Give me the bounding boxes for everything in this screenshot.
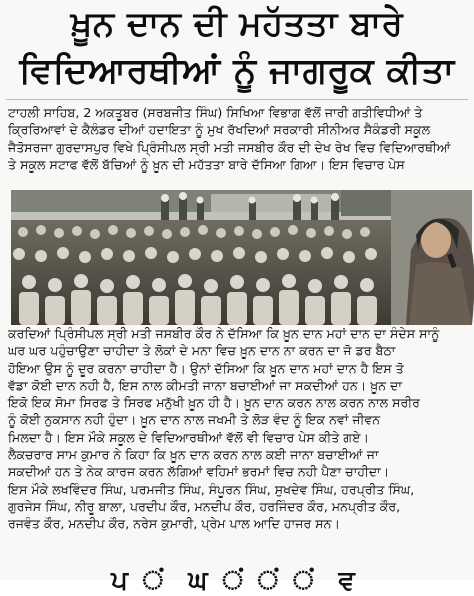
paragraph-line: ਘਰ ਘਰ ਪਹੁੰਚਾਉਣਾ ਚਾਹੀਦਾ ਤੇ ਲੋਕਾਂ ਦੇ ਮਨਾ ਵਿਚ ਖ਼ੂਨ ਦਾਨ ਨਾ ਕਰਨ ਦਾ ਜੋ ਡਰ ਬੈਠਾ (8, 343, 396, 359)
paragraph-line: ਇਕੋ ਇਕ ਸੋਮਾ ਸਿਰਫ ਤੇ ਸਿਰਫ ਮਨੁੱਖੀ ਖ਼ੂਨ ਹੀ ਹੈ। ਖ਼ੂਨ ਦਾਨ ਕਰਨ ਨਾਲ ਕਰਨ ਨਾਲ ਸਰੀਰ (8, 395, 420, 411)
paragraph-line: ਇਸ ਮੌਕੇ ਲਖਵਿੰਦਰ ਸਿੰਘ, ਪਰਮਜੀਤ ਸਿੰਘ, ਸੰਪੂਰਨ ਸਿੰਘ, ਸੁਖਦੇਵ ਸਿੰਘ, ਹਰਪ੍ਰੀਤ ਸਿੰਘ, (8, 481, 415, 497)
next-article-headline-cut: ਪ ਂ ਘ ਂ ਂ ਂ ਵ (111, 566, 363, 596)
paragraph-line: ਸਕਦੀਆਂ ਹਨ ਤੇ ਨੇਕ ਕਾਰਜ ਕਰਨ ਲੱਗਿਆਂ ਵਹਿਮਾਂ ਭਰਮਾਂ ਵਿਚ ਨਹੀ ਪੈਣਾ ਚਾਹੀਦਾ। (8, 464, 390, 480)
article-paragraph-top (8, 104, 470, 173)
headline-line-2: ਵਿਦਿਆਰਥੀਆਂ ਨੂੰ ਜਾਗਰੂਕ ਕੀਤਾ (19, 51, 455, 91)
paragraph-line: ਲੈਕਚਰਾਰ ਸਾਮ ਕੁਮਾਰ ਨੇ ਕਿਹਾ ਕਿ ਖ਼ੂਨ ਦਾਨ ਕਰਨ ਨਾਲ ਕਈ ਜਾਨਾ ਬਚਾਈਆਂ ਜਾ (8, 447, 379, 463)
article-paragraph-bottom (8, 325, 470, 533)
paragraph-line: ਗੁਰਜੇਸ ਸਿੰਘ, ਨੀਰੂ ਬਾਲਾ, ਪਰਦੀਪ ਕੌਰ, ਮਨਦੀਪ ਕੌਰ, ਹਰਜਿੰਦਰ ਕੌਰ, ਮਨਪ੍ਰੀਤ ਕੌਰ, (8, 498, 401, 514)
headline-line-1: ਖ਼ੂਨ ਦਾਨ ਦੀ ਮਹੱਤਤਾ ਬਾਰੇ (70, 4, 404, 44)
headline-divider (6, 99, 468, 100)
paragraph-line: ਟਾਹਲੀ ਸਾਹਿਬ, 2 ਅਕਤੂਬਰ (ਸਰਬਜੀਤ ਸਿੰਘ) ਸਿਖਿਆ ਵਿਭਾਗ ਵੱਲੋਂ ਜਾਰੀ ਗਤੀਵਿਧੀਆਂ ਤੇ (8, 105, 423, 120)
paragraph-line: ਕ੍ਰਿਰਿਆਵਾਂ ਦੇ ਕੈਲੰਡਰ ਦੀਆਂ ਹਦਾਇਤਾ ਨੂੰ ਮੁਖ ਰੱਖਦਿਆਂ ਸਰਕਾਰੀ ਸੀਨੀਅਰ ਸੈਕੰਡਰੀ ਸਕੂਲ (8, 122, 431, 138)
paragraph-line: ਹੋਇਆ ਉਸ ਨੂੰ ਦੂਰ ਕਰਨਾ ਚਾਹੀਦਾ ਹੈ। ਉਨਾਂ ਦੱਸਿਆ ਕਿ ਖ਼ੂਨ ਦਾਨ ਮਹਾਂ ਦਾਨ ਹੈ ਇਸ ਤੋ (8, 360, 404, 376)
paragraph-line: ਕਰਦਿਆਂ ਪ੍ਰਿੰਸੀਪਲ ਸ੍ਰੀ ਮਤੀ ਜਸਬੀਰ ਕੌਰ ਨੇ ਦੱਸਿਆ ਕਿ ਖ਼ੂਨ ਦਾਨ ਮਹਾਂ ਦਾਨ ਦਾ ਸੰਦੇਸ ਸਾਨੂੰ (8, 326, 440, 341)
paragraph-line: ਮਿਲਦਾ ਹੈ। ਇਸ ਮੌਕੇ ਸਕੂਲ ਦੇ ਵਿਦਿਆਰਥੀਆਂ ਵੱਲੋਂ ਵੀ ਵਿਚਾਰ ਪੇਸ ਕੀਤੇ ਗਏ। (8, 429, 369, 445)
paragraph-line: ਤੇ ਸਕੂਲ ਸਟਾਫ ਵੱਲੋਂ ਬੱਚਿਆਂ ਨੂੰ ਖ਼ੂਨ ਦੀ ਮਹੱਤਤਾ ਬਾਰੇ ਦੱਸਿਆ ਗਿਆ। ਇਸ ਵਿਚਾਰ ਪੇਸ (8, 156, 405, 172)
paragraph-line: ਰਜਵੰਤ ਕੌਰ, ਮਨਦੀਪ ਕੌਰ, ਨਰੇਸ ਕੁਮਾਰੀ, ਪ੍ਰੇਮ ਪਾਲ ਆਦਿ ਹਾਜਰ ਸਨ। (8, 516, 341, 532)
paragraph-line: ਜੈਤੋਸਰਜਾ ਗੁਰਦਾਸਪੁਰ ਵਿਖੇ ਪ੍ਰਿੰਸੀਪਲ ਸ੍ਰੀ ਮਤੀ ਜਸਬੀਰ ਕੌਰ ਦੀ ਦੇਖ ਰੇਖ ਵਿਚ ਵਿਦਿਆਰਥੀਆਂ (8, 139, 451, 155)
event-photo (11, 190, 472, 325)
paragraph-line: ਵੱਡਾ ਕੋਈ ਦਾਨ ਨਹੀ ਹੈ, ਇਸ ਨਾਲ ਕੀਮਤੀ ਜਾਨਾ ਬਚਾਈਆਂ ਜਾ ਸਕਦੀਆਂ ਹਨ। ਖ਼ੂਨ ਦਾ (8, 377, 403, 393)
paragraph-line: ਨੂੰ ਕੋਈ ਨੁਕਸਾਨ ਨਹੀ ਹੁੰਦਾ। ਖ਼ੂਨ ਦਾਨ ਨਾਲ ਜਖਮੀ ਤੇ ਲੋੜ ਵੰਦ ਨੂੰ ਇਕ ਨਵਾਂ ਜੀਵਨ (8, 412, 381, 428)
photo-illustration (11, 190, 472, 325)
